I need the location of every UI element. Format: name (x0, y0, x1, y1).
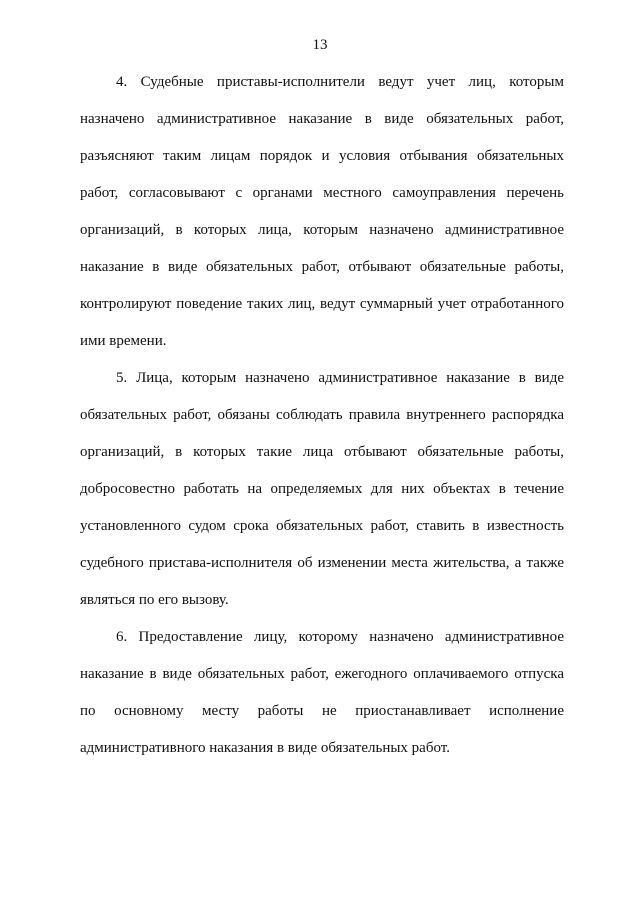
paragraph-4: 4. Судебные приставы-исполнители ведут учет лиц, которым назначено административное наказание в виде обязательных работ, разъясняют таким лицам порядок и условия отбывания обязательных работ, согласовывают с органами местного самоуправления перечень организаций, в которых лица, которым назначено административное наказание в виде обязательных работ, отбывают обязательные работы, контролируют поведение таких лиц, ведут суммарный учет отработанного ими времени. (80, 74, 564, 349)
document-body (80, 64, 564, 767)
paragraph-5: 5. Лица, которым назначено административное наказание в виде обязательных работ, обязаны соблюдать правила внутреннего распорядка организаций, в которых такие лица отбывают обязательные работы, добросовестно работать на определяемых для них объектах в течение установленного судом срока обязательных работ, ставить в известность судебного пристава-исполнителя об изменении места жительства, а также являться по его вызову. (80, 370, 564, 608)
page-number: 13 (312, 37, 328, 53)
paragraph-6: 6. Предоставление лицу, которому назначено административное наказание в виде обязательных работ, ежегодного оплачиваемого отпуска по основному месту работы не приостанавливает исполнение административного наказания в виде обязательных работ. (80, 629, 564, 756)
